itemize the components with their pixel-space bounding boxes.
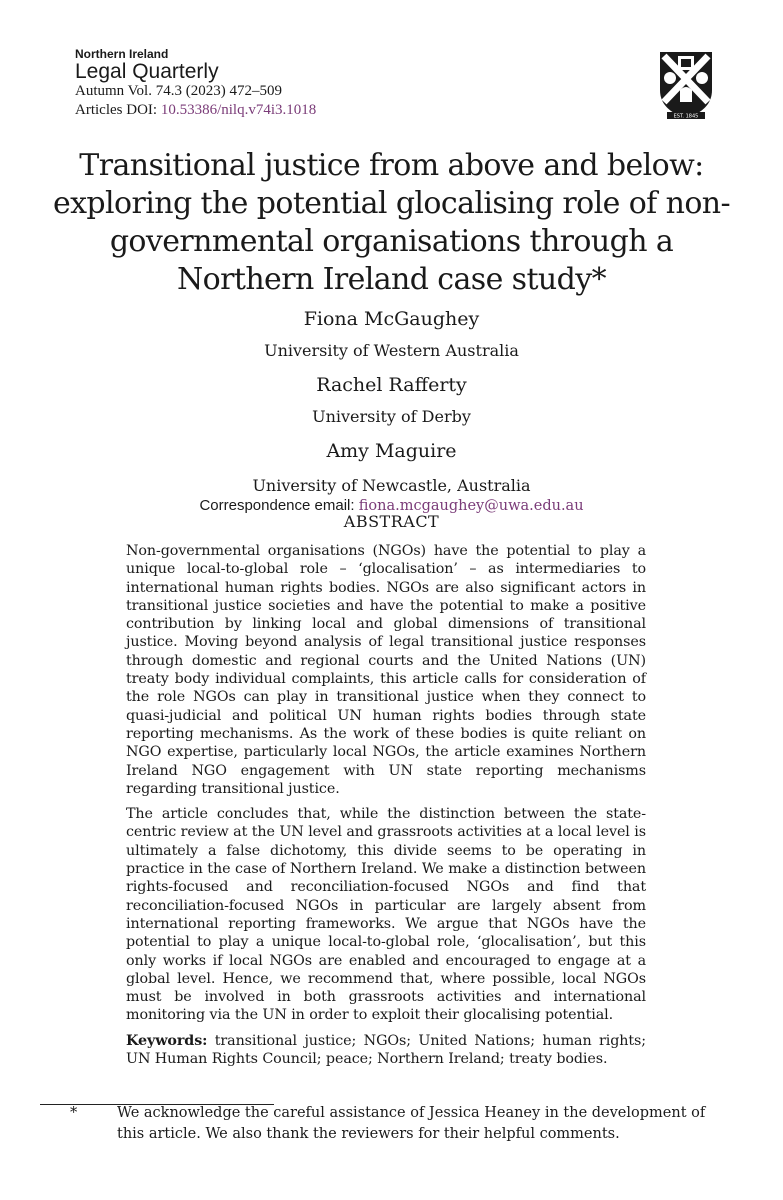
correspondence-email[interactable]: fiona.mcgaughey@uwa.edu.au [358,498,584,514]
doi-line [75,101,316,120]
journal-issue: Autumn Vol. 74.3 (2023) 472–509 [75,82,282,99]
journal-name: Legal Quarterly [75,59,219,83]
keywords-label: Keywords: [126,1032,208,1049]
abstract-paragraph: Non-governmental organisations (NGOs) have the potential to play a unique local-to-global role – ‘glocalisation’ – as intermediaries to international human rights bodies. NGOs are also significant actors in transitional justice societies and have the potential to make a positive contribution by linking local and global dimensions of transitional justice. Moving beyond analysis of legal transitional justice responses through domestic and regional courts and the United Nations (UN) treaty body individual complaints, this article calls for consideration of the role NGOs can play in transitional justice when they connect to quasi-judicial and political UN human rights bodies through state reporting mechanisms. As the work of these bodies is quite reliant on NGO expertise, particularly local NGOs, the article examines Northern Ireland NGO engagement with UN state reporting mechanisms regarding transitional justice. [126,543,646,797]
journal-region: Northern Ireland [75,47,169,61]
doi-label: Articles DOI: [75,101,158,118]
keywords-list: transitional justice; NGOs; United Nations; human rights; UN Human Rights Council; peace; Northern Ireland; treaty bodies. [126,1032,646,1068]
author-name: Rachel Rafferty [316,374,467,396]
journal-masthead [75,48,316,120]
abstract-body [126,542,646,1075]
author-affiliation: University of Newcastle, Australia [252,476,531,495]
footnote-text: We acknowledge the careful assistance of Jessica Heaney in the development of this article. We also thank the reviewers for their helpful comments. [117,1105,706,1142]
article-title: Transitional justice from above and below: exploring the potential glocalising role of non-governmental organisations through a Northern Ireland case study* [52,148,731,297]
footnote-mark: * [70,1105,78,1121]
author-name: Fiona McGaughey [303,308,480,330]
abstract-heading: ABSTRACT [343,512,440,531]
doi-link[interactable]: 10.53386/nilq.v74i3.1018 [160,101,317,118]
author-affiliation: University of Western Australia [264,341,519,360]
crest-caption: EST. 1845 [673,113,699,120]
author-block [0,307,783,516]
author-name: Amy Maguire [326,440,457,462]
keywords-line [126,1032,646,1069]
correspondence-label: Correspondence email: [199,497,355,514]
abstract-paragraph: The article concludes that, while the distinction between the state-centric review at the UN level and grassroots activities at a local level is ultimately a false dichotomy, this divide seems to be operating in practice in the case of Northern Ireland. We make a distinction between rights-focused and reconciliation-focused NGOs and find that reconciliation-focused NGOs in particular are largely absent from international reporting frameworks. We argue that NGOs have the potential to play a unique local-to-global role, ‘glocalisation’, but this only works if local NGOs are enabled and encouraged to engage at a global level. Hence, we recommend that, where possible, local NGOs must be involved in both grassroots activities and international monitoring via the UN in order to exploit their glocalising potential. [126,806,646,1024]
author-affiliation: University of Derby [312,407,471,426]
footnote [70,1103,730,1145]
crest-icon [658,50,714,120]
